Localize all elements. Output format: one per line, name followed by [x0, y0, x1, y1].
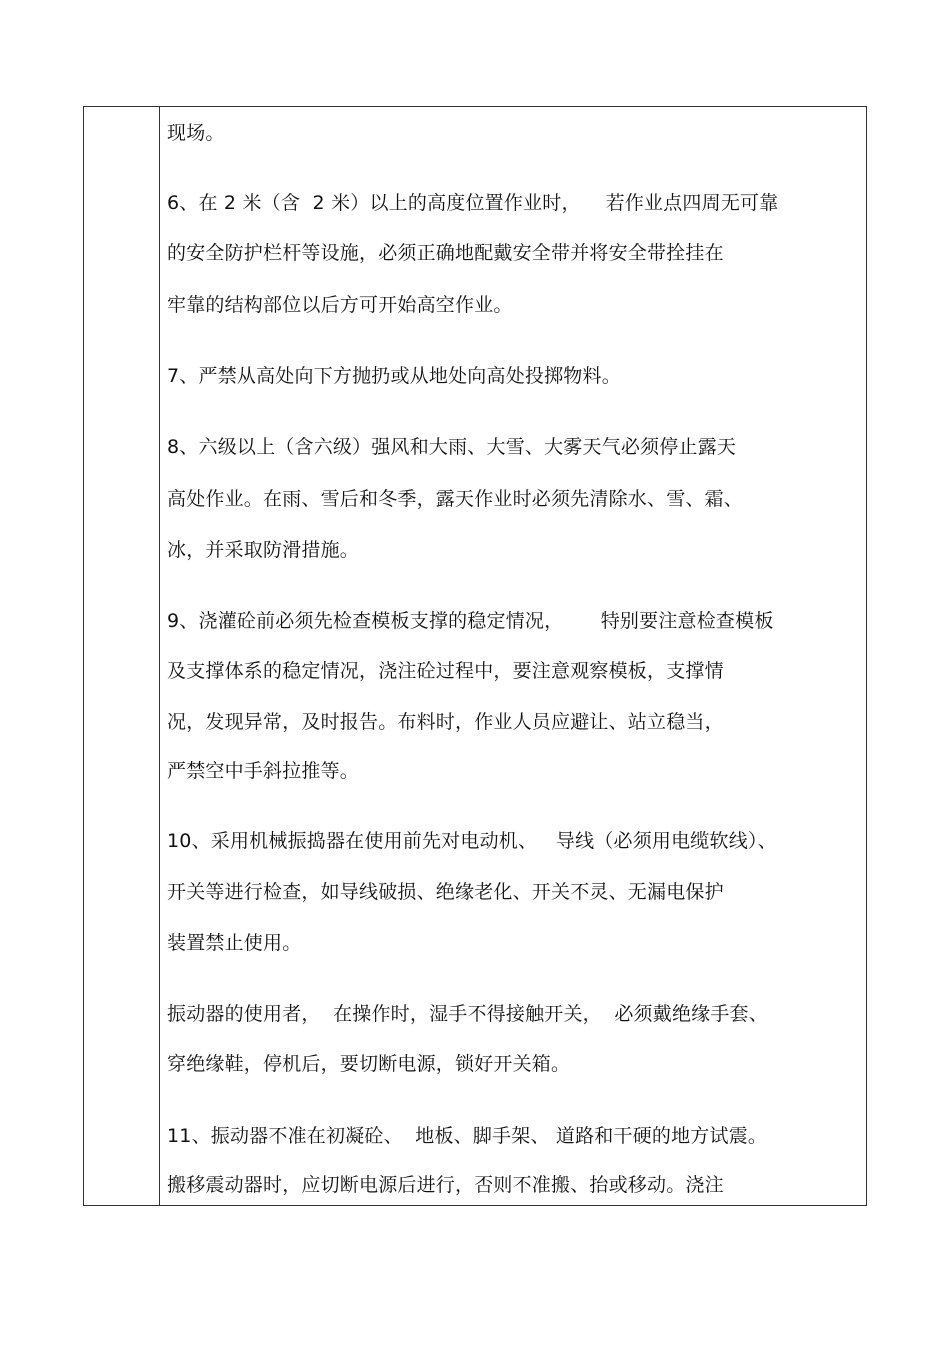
text-line: 8、六级以上（含六级）强风和大雨、大雪、大雾天气必须停止露天: [167, 436, 737, 458]
text-line: 开关等进行检查，如导线破损、绝缘老化、开关不灵、无漏电保护: [167, 881, 724, 903]
text-line: 及支撑体系的稳定情况，浇注砼过程中，要注意观察模板，支撑情: [167, 660, 724, 682]
text-line: 况，发现异常，及时报告。布料时，作业人员应避让、站立稳当，: [167, 711, 724, 733]
text-line: 现场。: [167, 122, 225, 144]
text-line: 7、严禁从高处向下方抛扔或从地处向高处投掷物料。: [167, 365, 621, 387]
text-line: 高处作业。在雨、雪后和冬季，露天作业时必须先清除水、雪、霜、: [167, 488, 744, 510]
text-line: 振动器的使用者， 在操作时，湿手不得接触开关， 必须戴绝缘手套、: [167, 1003, 768, 1025]
table-left-column: [84, 107, 160, 1205]
text-line: 牢靠的结构部位以后方可开始高空作业。: [167, 294, 513, 316]
text-line: 的安全防护栏杆等设施，必须正确地配戴安全带并将安全带拴挂在: [167, 242, 724, 264]
text-line: 冰，并采取防滑措施。: [167, 539, 360, 561]
text-line: 10、采用机械振捣器在使用前先对电动机、 导线（必须用电缆软线）、: [167, 830, 777, 852]
document-table: [83, 106, 867, 1206]
text-line: 严禁空中手斜拉推等。: [167, 760, 360, 782]
text-line: 9、浇灌砼前必须先检查模板支撑的稳定情况， 特别要注意检查模板: [167, 610, 774, 632]
table-content-cell: [167, 107, 867, 1205]
text-line: 穿绝缘鞋，停机后，要切断电源，锁好开关箱。: [167, 1053, 571, 1075]
text-line: 装置禁止使用。: [167, 932, 302, 954]
text-line: 11、振动器不准在初凝砼、 地板、脚手架、 道路和干硬的地方试震。: [167, 1125, 768, 1147]
text-line: 搬移震动器时，应切断电源后进行，否则不准搬、抬或移动。浇注: [167, 1174, 724, 1196]
text-line: 6、在 2 米（含 2 米）以上的高度位置作业时， 若作业点四周无可靠: [167, 192, 779, 214]
